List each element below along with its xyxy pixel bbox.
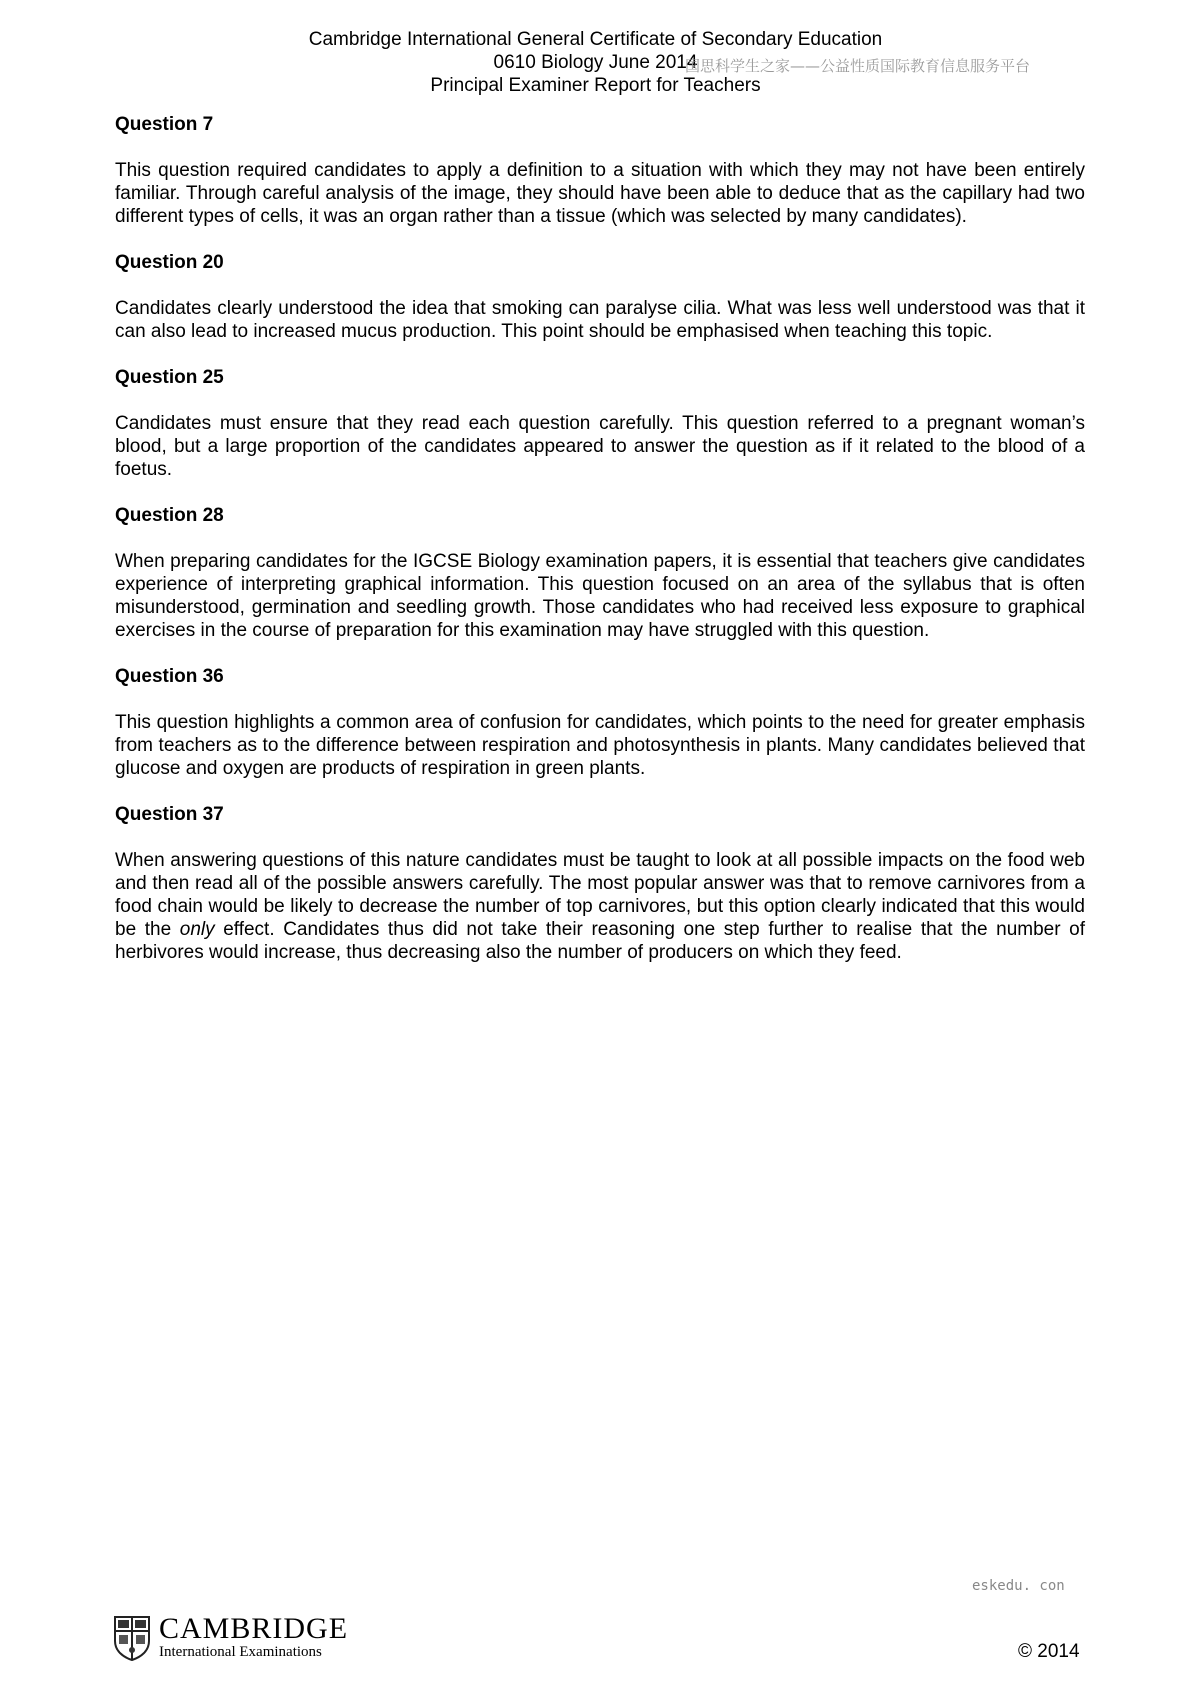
question-heading: Question 20	[115, 252, 224, 273]
question-body: Candidates must ensure that they read each question carefully. This question referred to a pregnant woman’s blood, but a large proportion of the candidates appeared to answer the question as if it related to the blood of a foetus.	[115, 413, 1085, 480]
question-body: Candidates clearly understood the idea that smoking can paralyse cilia. What was less well understood was that it can also lead to increased mucus production. This point should be emphasised when teaching this topic.	[115, 298, 1085, 342]
report-content	[115, 113, 1085, 987]
question-28-section	[115, 504, 1085, 642]
cambridge-logo	[113, 1612, 349, 1661]
question-body-emphasis: only	[179, 919, 215, 940]
cambridge-crest-icon	[113, 1615, 151, 1661]
question-body: This question required candidates to apply a definition to a situation with which they may not have been entirely familiar. Through careful analysis of the image, they should have been able to deduce that as the capillary had two different types of cells, it was an organ rather than a tissue (which was selected by many candidates).	[115, 160, 1085, 227]
question-7-section	[115, 113, 1085, 228]
question-36-section	[115, 665, 1085, 780]
copyright-notice: © 2014	[1018, 1641, 1080, 1662]
question-body: This question highlights a common area of confusion for candidates, which points to the need for greater emphasis from teachers as to the difference between respiration and photosynthesis in plants. Many candidates believed that glucose and oxygen are products of respiration in green plants.	[115, 712, 1085, 779]
logo-subtitle: International Examinations	[159, 1644, 322, 1660]
header-report-type: Principal Examiner Report for Teachers	[430, 75, 761, 96]
question-body	[115, 849, 1085, 964]
site-watermark: eskedu. con	[972, 1578, 1065, 1594]
watermark-text: 国思科学生之家——公益性质国际教育信息服务平台	[685, 57, 1031, 75]
header-subject: 0610 Biology June 2014	[493, 52, 698, 73]
question-heading: Question 25	[115, 367, 224, 388]
question-37-section	[115, 803, 1085, 964]
logo-name: CAMBRIDGE	[159, 1612, 349, 1645]
question-heading: Question 28	[115, 505, 224, 526]
question-body-part1: When answering questions of this nature candidates must be taught to look at all possible impacts on the food web and then read all of the possible answers carefully. The most popular answer was that to remove carnivores from a food chain would be likely to decrease the number of top carnivores, but this option clearly indicated that this would be the	[115, 850, 1085, 940]
question-heading: Question 7	[115, 114, 214, 135]
question-body: When preparing candidates for the IGCSE Biology examination papers, it is essential that teachers give candidates experience of interpreting graphical information. This question focused on an area of the syllabus that is often misunderstood, germination and seedling growth. Those candidates who had received less exposure to graphical exercises in the course of preparation for this examination may have struggled with this question.	[115, 551, 1085, 641]
question-20-section	[115, 251, 1085, 343]
question-heading: Question 37	[115, 804, 224, 825]
question-heading: Question 36	[115, 666, 224, 687]
header-title: Cambridge International General Certificate of Secondary Education	[308, 29, 883, 50]
question-25-section	[115, 366, 1085, 481]
question-body-part2: effect. Candidates thus did not take their reasoning one step further to realise that the number of herbivores would increase, thus decreasing also the number of producers on which they feed.	[115, 919, 1085, 963]
